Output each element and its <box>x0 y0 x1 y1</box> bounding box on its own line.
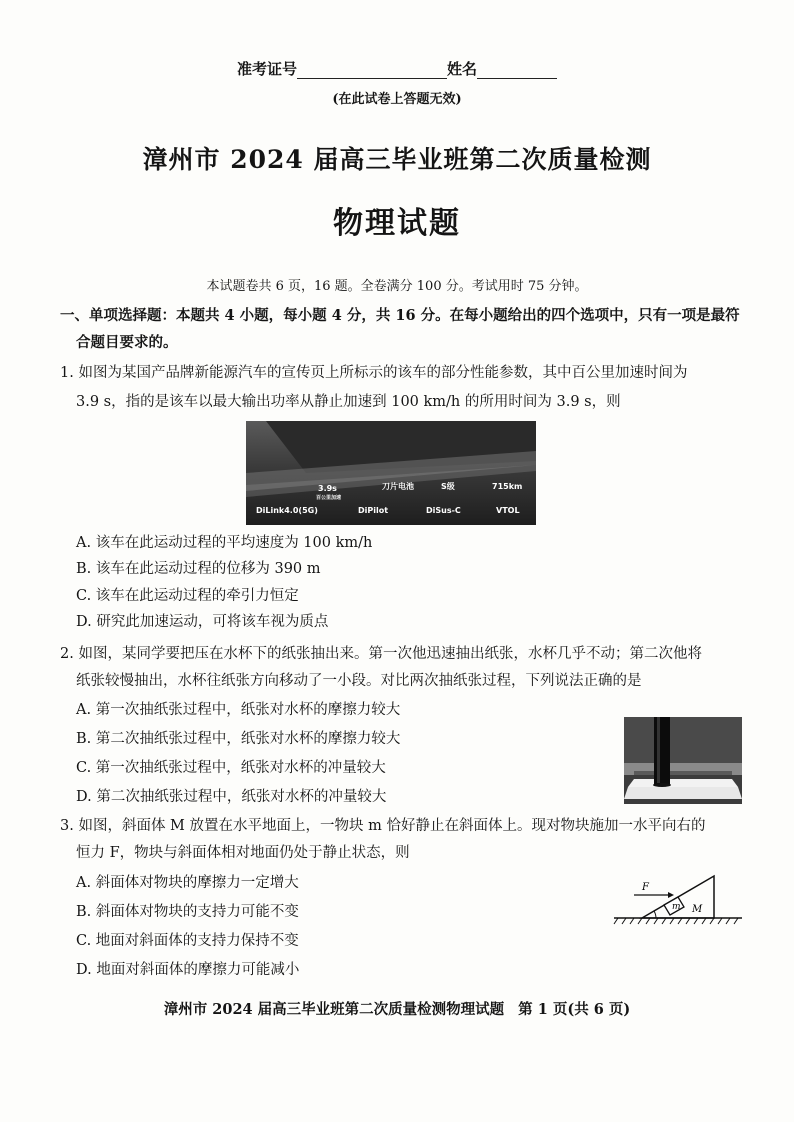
q1-option-a: A. 该车在此运动过程的平均速度为 100 km/h <box>76 535 373 551</box>
q3-stem-line2: 恒力 F，物块与斜面体相对地面仍处于静止状态，则 <box>76 845 410 861</box>
candidate-info-line <box>0 58 794 79</box>
q2-option-b: B. 第二次抽纸张过程中，纸张对水杯的摩擦力较大 <box>76 731 401 747</box>
name-label: 姓名 <box>447 60 478 78</box>
q2-stem-line2: 纸张较慢抽出，水杯往纸张方向移动了一小段。对比两次抽纸张过程，下列说法正确的是 <box>76 673 642 689</box>
cup-on-paper-image <box>624 717 742 804</box>
car-spec-image <box>246 421 536 525</box>
block-label: m <box>672 902 681 912</box>
q2-stem-line1: 2. 如图，某同学要把压在水杯下的纸张抽出来。第一次他迅速抽出纸张，水杯几乎不动；第二次他将 <box>60 646 702 662</box>
spec-class: S级 <box>441 482 455 491</box>
footer-page-number: 第 1 页(共 6 页) <box>518 1001 631 1018</box>
q3-option-d: D. 地面对斜面体的摩擦力可能减小 <box>76 962 300 978</box>
incline-diagram <box>612 868 744 930</box>
q2-option-c: C. 第一次抽纸张过程中，纸张对水杯的冲量较大 <box>76 760 386 776</box>
spec-battery: 刀片电池 <box>382 482 414 491</box>
exam-id-label: 准考证号 <box>236 60 297 78</box>
spec-dilink: DiLink4.0(5G) <box>256 506 318 515</box>
section-heading-cont: 合题目要求的。 <box>76 334 178 351</box>
wedge-label: M <box>692 904 703 915</box>
q1-option-c: C. 该车在此运动过程的牵引力恒定 <box>76 588 299 604</box>
spec-range: 715km <box>492 482 523 491</box>
q3-stem-line1: 3. 如图，斜面体 M 放置在水平地面上，一物块 m 恰好静止在斜面体上。现对物块施加一水平向右的 <box>60 818 706 834</box>
subject-title: 物理试题 <box>333 206 461 241</box>
exam-id-blank <box>297 62 447 79</box>
spec-disus: DiSus-C <box>426 506 461 515</box>
q2-option-a: A. 第一次抽纸张过程中，纸张对水杯的摩擦力较大 <box>76 702 401 718</box>
answer-note: (在此试卷上答题无效) <box>332 92 462 107</box>
exam-title: 漳州市 2024 届高三毕业班第二次质量检测 <box>142 145 652 174</box>
q1-stem-line2: 3.9 s，指的是该车以最大输出功率从静止加速到 100 km/h 的所用时间为 3.9 s，则 <box>76 394 621 410</box>
page-footer <box>0 998 794 1019</box>
exam-intro: 本试题卷共 6 页，16 题。全卷满分 100 分。考试用时 75 分钟。 <box>206 279 588 294</box>
name-blank <box>477 62 557 79</box>
spec-dipilot: DiPilot <box>358 506 389 515</box>
q3-option-b: B. 斜面体对物块的支持力可能不变 <box>76 904 299 920</box>
q1-stem-line1: 1. 如图为某国产品牌新能源汽车的宣传页上所标示的该车的部分性能参数，其中百公里加速时间为 <box>60 365 688 381</box>
spec-vtol: VTOL <box>496 506 520 515</box>
force-label: F <box>642 882 649 893</box>
q1-option-b: B. 该车在此运动过程的位移为 390 m <box>76 561 321 577</box>
footer-title: 漳州市 2024 届高三毕业班第二次质量检测物理试题 <box>163 1001 505 1018</box>
section-heading: 一、单项选择题：本题共 4 小题，每小题 4 分，共 16 分。在每小题给出的四个选项中，只有一项是最符 <box>60 307 740 324</box>
q3-option-a: A. 斜面体对物块的摩擦力一定增大 <box>76 875 299 891</box>
q3-option-c: C. 地面对斜面体的支持力保持不变 <box>76 933 299 949</box>
q1-option-d: D. 研究此加速运动，可将该车视为质点 <box>76 614 329 630</box>
spec-accel-label: 百公里加速 <box>316 495 342 501</box>
q2-option-d: D. 第二次抽纸张过程中，纸张对水杯的冲量较大 <box>76 789 387 805</box>
spec-accel: 3.9s <box>318 484 337 493</box>
